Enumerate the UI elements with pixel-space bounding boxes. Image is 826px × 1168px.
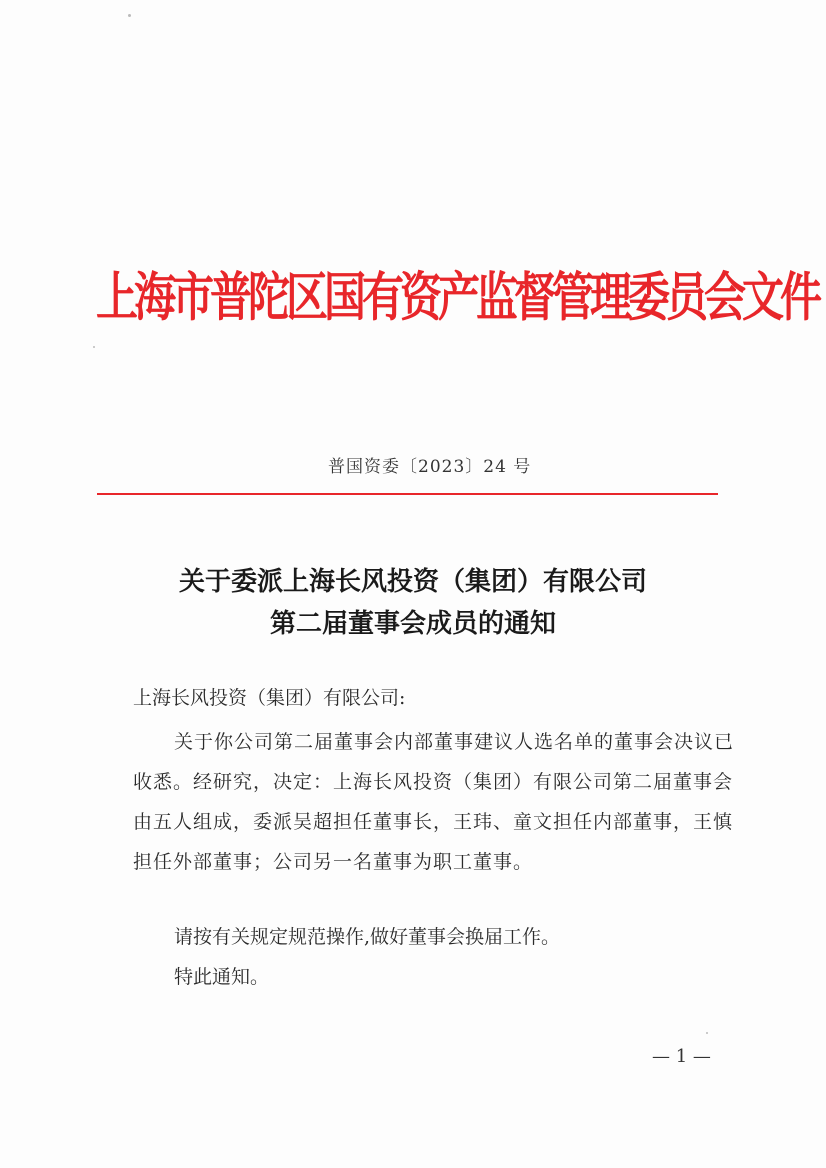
document-title-line-1: 关于委派上海长风投资（集团）有限公司 [178, 567, 647, 597]
body-paragraph-2: 请按有关规定规范操作,做好董事会换届工作。 [174, 926, 561, 948]
red-divider-line [97, 493, 718, 495]
body-paragraph-3: 特此通知。 [174, 966, 270, 988]
scan-speck [706, 1032, 708, 1034]
document-number: 普国资委〔2023〕24 号 [328, 457, 532, 477]
page-number: — 1 — [652, 1046, 711, 1067]
scan-speck [128, 14, 131, 17]
addressee: 上海长风投资（集团）有限公司: [133, 687, 406, 709]
scan-speck [93, 346, 95, 348]
body-paragraph-1: 关于你公司第二届董事会内部董事建议人选名单的董事会决议已收悉。经研究，决定：上海长风投资（集团）有限公司第二届董事会由五人组成，委派吴超担任董事长，王玮、童文担任内部董事，王慎担任外部董事；公司另一名董事为职工董事。 [133, 731, 735, 873]
document-masthead: 上海市普陀区国有资产监督管理委员会文件 [96, 266, 819, 328]
document-title-line-2: 第二届董事会成员的通知 [269, 609, 556, 639]
